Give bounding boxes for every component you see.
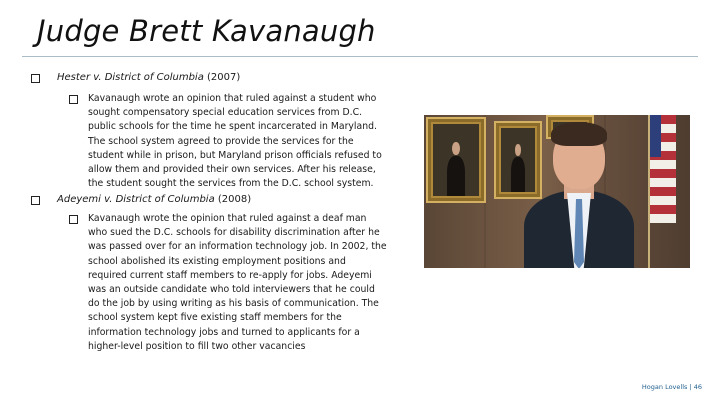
framed-portrait-painting [426, 117, 486, 203]
detail-line: who sued the D.C. schools for disability discrimination after he [88, 227, 380, 239]
detail-line: Kavanaugh wrote the opinion that ruled against a deaf man [88, 213, 367, 224]
case-detail-hester [88, 92, 406, 191]
detail-line: school system kept five existing staff members for the [88, 312, 342, 324]
detail-line: the student sought the services from the D.C. school system. [88, 178, 374, 190]
case-detail-adeyemi [88, 212, 406, 354]
detail-line: was an outside candidate who told interviewers that he could [88, 284, 375, 296]
detail-line: public schools for the time he spent incarcerated in Maryland. [88, 121, 377, 133]
detail-line: required current staff members to re-apply for jobs. Adeyemi [88, 269, 372, 281]
case-year: (2007) [207, 72, 241, 83]
detail-line: school abolished its existing employment positions and [88, 255, 346, 267]
detail-line: student while in prison, but Maryland prison officials refused to [88, 149, 382, 161]
portrait-photo [424, 115, 690, 268]
title-divider [22, 56, 698, 57]
detail-line: higher-level position to fill two other vacancies [88, 340, 306, 352]
detail-line: was passed over for an information technology job. In 2002, the [88, 241, 387, 253]
detail-line: sought compensatory special education services from D.C. [88, 107, 363, 119]
detail-line: allow them and provided their own services. After his release, [88, 164, 376, 176]
detail-line: information technology jobs and turned to applicants for a [88, 326, 360, 338]
case-item-adeyemi [57, 193, 251, 207]
case-year: (2008) [217, 194, 252, 205]
framed-portrait-painting [494, 121, 542, 199]
case-name: Hester v. District of Columbia [57, 72, 204, 83]
detail-line: do the job by using writing as his basis of communication. The [88, 298, 379, 310]
checkbox-bullet-icon [69, 215, 78, 224]
checkbox-bullet-icon [69, 95, 78, 104]
footer-brand-page: Hogan Lovells | 46 [641, 383, 702, 391]
checkbox-bullet-icon [31, 196, 40, 205]
slide-title: Judge Brett Kavanaugh [37, 14, 376, 48]
checkbox-bullet-icon [31, 74, 40, 83]
case-name: Adeyemi v. District of Columbia [57, 194, 215, 205]
detail-line: The school system agreed to provide the services for the [88, 135, 354, 147]
detail-line: Kavanaugh wrote an opinion that ruled against a student who [88, 93, 377, 104]
person-hair [551, 122, 607, 146]
case-item-hester [57, 71, 240, 85]
us-flag [650, 115, 676, 225]
